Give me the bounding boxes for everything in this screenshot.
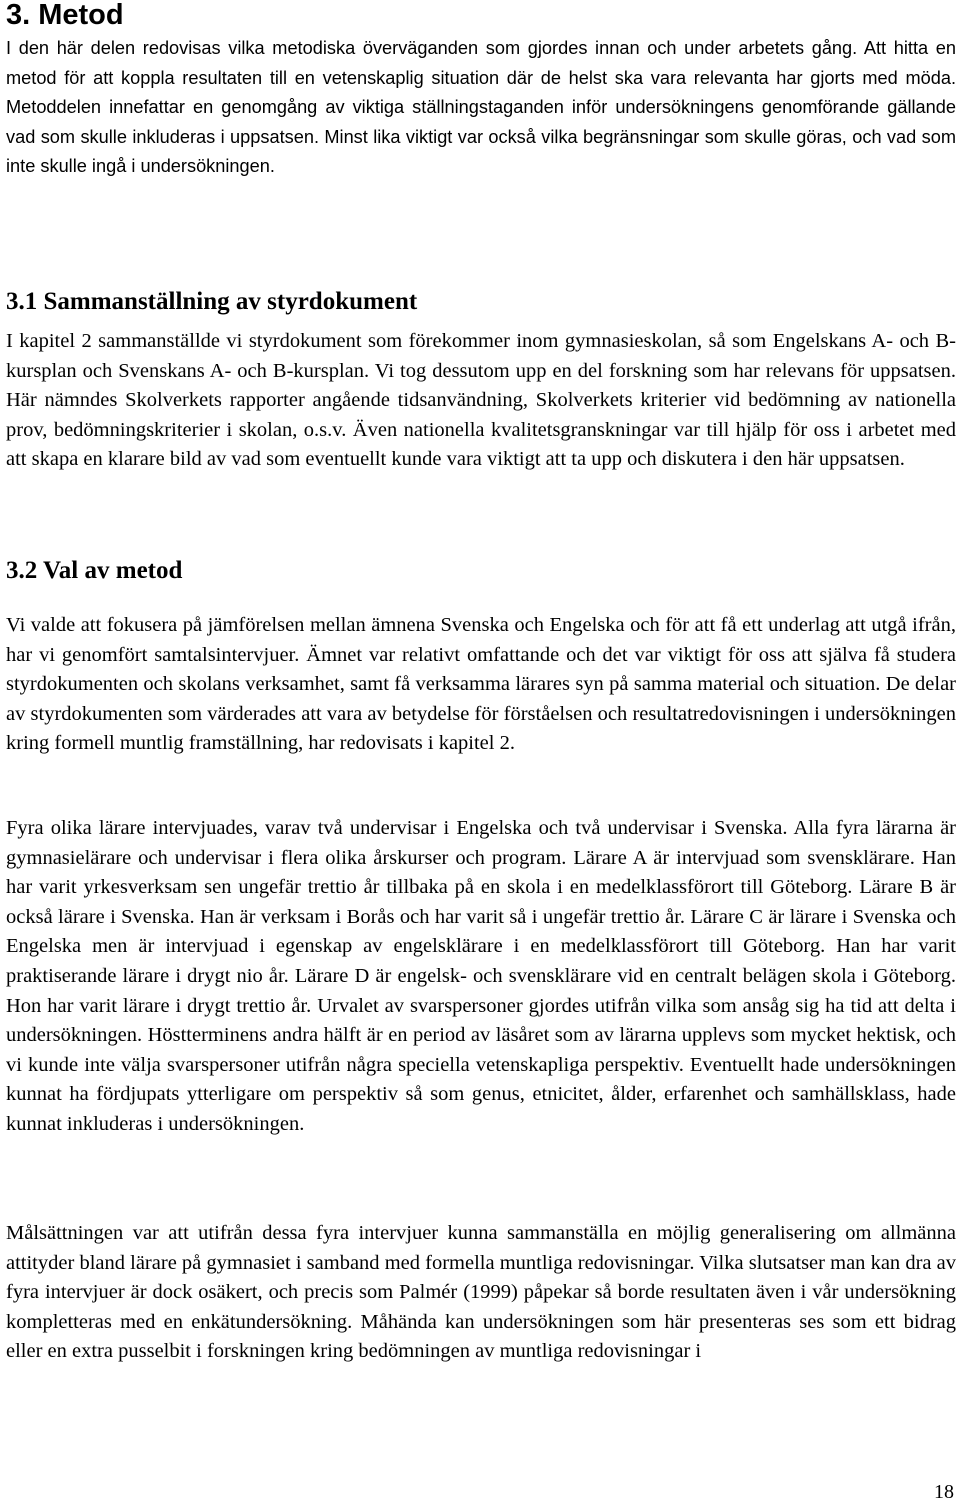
chapter-intro-paragraph: I den här delen redovisas vilka metodiska överväganden som gjordes innan och under arbetets gång. Att hitta en metod för att koppla resultaten till en vetenskaplig situation där de helst ska vara relevanta har gjorts med möda. Metoddelen innefattar en genomgång av viktiga ställningstaganden inför undersökningens genomförande gällande vad som skulle inkluderas i uppsatsen. Minst lika viktigt var också vilka begränsningar som skulle göras, och vad som inte skulle ingå i undersökningen. xyxy=(6,38,956,176)
section-3-1-heading: 3.1 Sammanställning av styrdokument xyxy=(6,288,418,315)
section-3-2-paragraph-2: Fyra olika lärare intervjuades, varav två undervisar i Engelska och två undervisar i Svenska. Alla fyra lärarna är gymnasielärare och undervisar i flera olika årskurser och program. Lärare A är intervjuad som svensklärare. Han har varit yrkesverksam sen ungefär trettio år tillbaka på en skola i en medelklassförort till Göteborg. Lärare B är också lärare i Svenska. Han är verksam i Borås och har varit så i ungefär trettio år. Lärare C är lärare i Svenska och Engelska men är intervjuad i egenskap av engelsklärare i en medelklassförort till Göteborg. Han har varit praktiserande lärare i drygt nio år. Lärare D är engelsk- och svensklärare vid en centralt belägen skola i Göteborg. Hon har varit lärare i drygt trettio år. Urvalet av svarspersoner gjordes utifrån vilka som ansåg sig ha tid att delta i undersökningen. Höstterminens andra hälft är en period av läsåret som av lärarna upplevs som mycket hektisk, och vi kunde inte välja svarspersoner utifrån några speciella vetenskapliga perspektiv. Eventuellt hade undersökningen kunnat ha fördjupats ytterligare om perspektiv så som genus, etnicitet, ålder, erfarenhet och samhällsklass, hade kunnat inkluderas i undersökningen. xyxy=(6,817,956,1135)
chapter-title: 3. Metod xyxy=(6,0,124,31)
section-3-2-paragraph-3: Målsättningen var att utifrån dessa fyra intervjuer kunna sammanställa en möjlig generalisering om allmänna attityder bland lärare på gymnasiet i samband med formella muntliga redovisningar. Vilka slutsatser man kan dra av fyra intervjuer är dock osäkert, och precis som Palmér (1999) påpekar så borde resultaten även i vår undersökning kompletteras med en enkätundersökning. Måhända kan undersökningen som här presenteras ses som ett bidrag eller en extra pusselbit i forskningen kring bedömningen av muntliga redovisningar i xyxy=(6,1222,956,1363)
section-3-2-heading: 3.2 Val av metod xyxy=(6,557,183,584)
section-3-2-paragraph-1: Vi valde att fokusera på jämförelsen mellan ämnena Svenska och Engelska och för att få ett underlag att utgå ifrån, har vi genomfört samtalsintervjuer. Ämnet var relativt omfattande och det var viktigt för oss att själva få studera styrdokumenten och skolans verksamhet, samt få verksamma lärares syn på samma material och situation. De delar av styrdokumenten som värderades att vara av betydelse för förståelsen och resultatredovisningen i undersökningen kring formell muntlig framställning, har redovisats i kapitel 2. xyxy=(6,614,956,755)
page-number: 18 xyxy=(934,1481,954,1503)
section-3-1-paragraph: I kapitel 2 sammanställde vi styrdokument som förekommer inom gymnasieskolan, så som Engelskans A- och B-kursplan och Svenskans A- och B-kursplan. Vi tog dessutom upp en del forskning som har relevans för uppsatsen. Här nämndes Skolverkets rapporter angående tidsanvändning, Skolverkets kriterier vid bedömning av nationella prov, bedömningskriterier i skolan, o.s.v. Även nationella kvalitetsgranskningar var till hjälp för oss i arbetet med att skapa en klarare bild av vad som eventuellt kunde vara viktigt att ta upp och diskutera i den här uppsatsen. xyxy=(6,330,956,471)
